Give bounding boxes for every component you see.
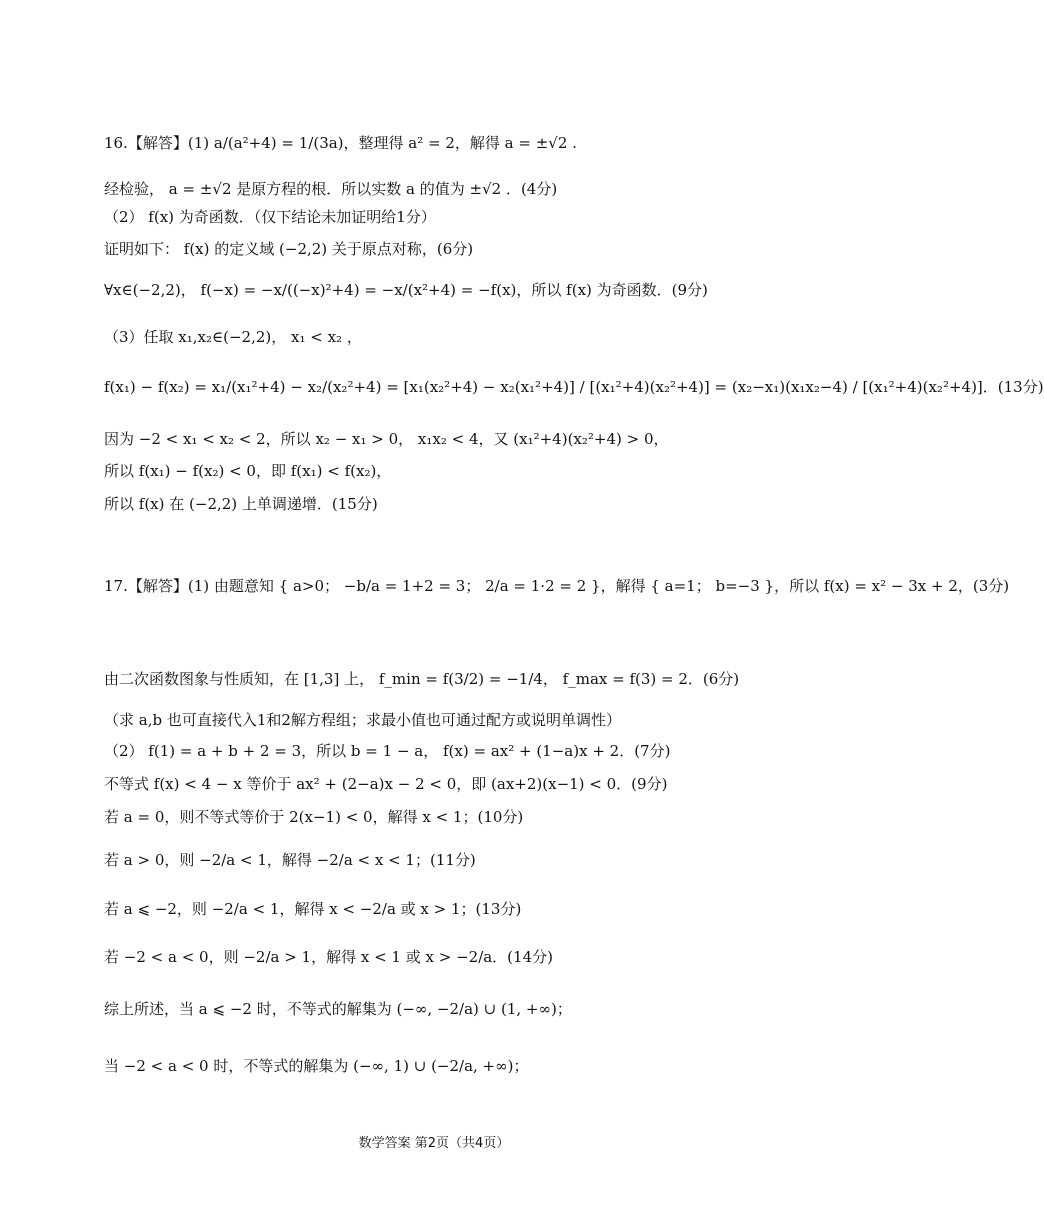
q16-sign-reasoning-line: 因为 −2 < x₁ < x₂ < 2，所以 x₂ − x₁ > 0， x₁x₂ < 4，又 (x₁²+4)(x₂²+4) > 0， [104,430,669,448]
q17-part1-system-line: 17.【解答】(1) 由题意知 { a>0； −b/a = 1+2 = 3； 2/a = 1·2 = 2 }，解得 { a=1； b=−3 }，所以 f(x) = x² − 3x + 2，(3分) [104,577,1010,595]
q16-proof-domain-line: 证明如下： f(x) 的定义域 (−2,2) 关于原点对称，(6分) [104,240,474,258]
q17-case-a-between-line: 若 −2 < a < 0，则 −2/a > 1，解得 x < 1 或 x > −2/a．(14分) [104,948,553,966]
q16-part2-line: （2） f(x) 为奇函数．（仅下结论未加证明给1分） [104,208,436,226]
q17-inequality-line: 不等式 f(x) < 4 − x 等价于 ax² + (2−a)x − 2 < 0，即 (ax+2)(x−1) < 0．(9分) [104,775,668,793]
q17-case-a-le-minus2-line: 若 a ⩽ −2，则 −2/a < 1，解得 x < −2/a 或 x > 1；(13分) [104,900,522,918]
q17-note-line: （求 a,b 也可直接代入1和2解方程组；求最小值也可通过配方或说明单调性） [104,711,621,729]
q16-monotonic-conclusion-line: 所以 f(x) 在 (−2,2) 上单调递增．(15分) [104,495,378,513]
q16-verification-line: 经检验， a = ±√2 是原方程的根．所以实数 a 的值为 ±√2 ．(4分) [104,180,558,198]
q16-inequality-line: 所以 f(x₁) − f(x₂) < 0，即 f(x₁) < f(x₂)， [104,462,392,480]
page-footer: 数学答案 第2页（共4页） [358,1136,510,1151]
q16-odd-function-line: ∀x∈(−2,2)， f(−x) = −x/((−x)²+4) = −x/(x²+4) = −f(x)，所以 f(x) 为奇函数．(9分) [104,281,708,299]
q17-summary-line-2: 当 −2 < a < 0 时，不等式的解集为 (−∞, 1) ∪ (−2/a, +∞)； [104,1057,529,1075]
q16-difference-formula-line: f(x₁) − f(x₂) = x₁/(x₁²+4) − x₂/(x₂²+4) = [x₁(x₂²+4) − x₂(x₁²+4)] / [(x₁²+4)(x₂²+4)] = (x₂−x₁)(x₁x₂−4) / [(x₁²+4)(x₂²+4)]．(13分) [104,378,1044,396]
q17-part2-line: （2） f(1) = a + b + 2 = 3，所以 b = 1 − a， f(x) = ax² + (1−a)x + 2．(7分) [104,742,671,760]
q17-case-a-zero-line: 若 a = 0，则不等式等价于 2(x−1) < 0，解得 x < 1；(10分) [104,808,524,826]
q17-case-a-positive-line: 若 a > 0，则 −2/a < 1，解得 −2/a < x < 1；(11分) [104,851,476,869]
q17-extremes-line: 由二次函数图象与性质知，在 [1,3] 上， f_min = f(3/2) = −1/4， f_max = f(3) = 2．(6分) [104,670,740,688]
q17-summary-line-1: 综上所述，当 a ⩽ −2 时，不等式的解集为 (−∞, −2/a) ∪ (1, +∞)； [104,1000,572,1018]
q16-part3-setup-line: （3）任取 x₁,x₂∈(−2,2)， x₁ < x₂ ， [104,328,362,346]
q16-part1-line: 16.【解答】(1) a/(a²+4) = 1/(3a)，整理得 a² = 2，解得 a = ±√2 . [104,134,577,152]
